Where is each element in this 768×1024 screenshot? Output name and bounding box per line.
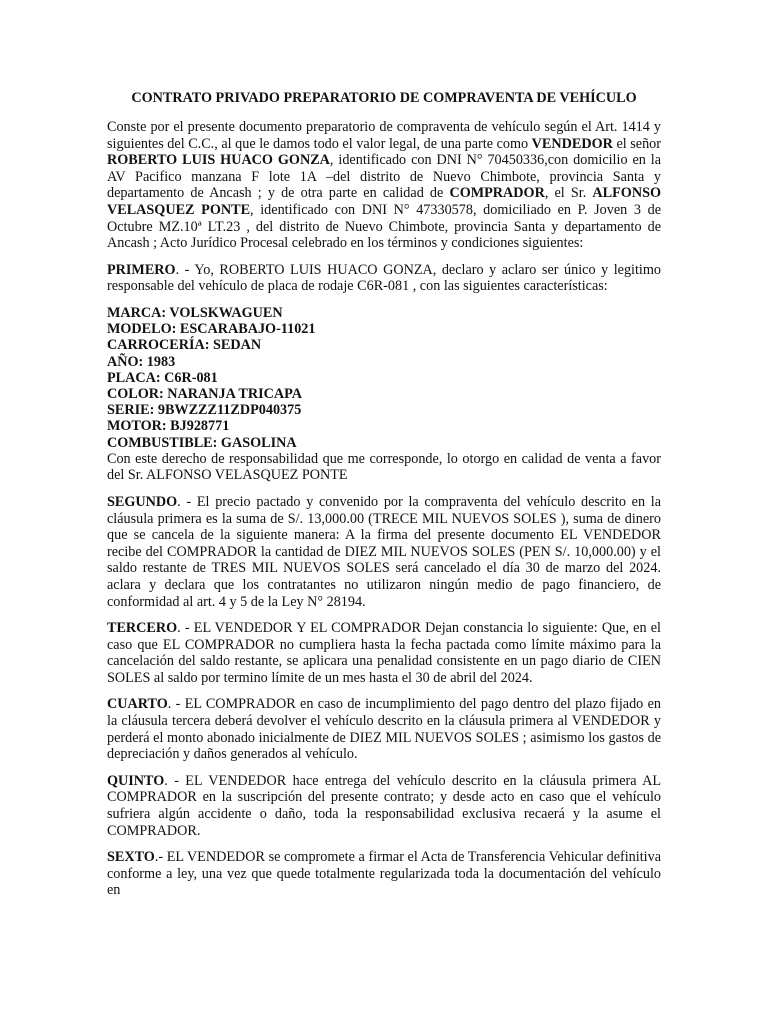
clause-label: CUARTO — [107, 696, 168, 713]
intro-paragraph: Conste por el presente documento preparatorio de compraventa de vehículo según el Art. 1414 y siguientes del C.C., al que le damos todo el valor legal, de una parte como VENDEDOR el señor ROBERTO LUIS HUACO GONZA, identificado con DNI N° 70450336,con domicilio en la AV Pacifico manzana F lote 1A –del distrito de Nuevo Chimbote, provincia Santa y departamento de Ancash ; y de otra parte en calidad de COMPRADOR, el Sr. ALFONSO VELASQUEZ PONTE, identificado con DNI N° 47330578, domiciliado en P. Joven 3 de Octubre MZ.10ª LT.23 , del distrito de Nuevo Chimbote, provincia Santa y departamento de Ancash ; Acto Jurídico Procesal celebrado en los términos y condiciones siguientes: — [107, 119, 662, 252]
spec-combustible: COMBUSTIBLE: GASOLINA — [107, 434, 297, 451]
clause-primero: PRIMERO. - Yo, ROBERTO LUIS HUACO GONZA, declaro y aclaro ser único y legitimo responsable del vehículo de placa de rodaje C6R-081 , con las siguientes características: — [107, 261, 661, 295]
clause-label: PRIMERO — [107, 261, 176, 278]
spec-carroceria: CARROCERÍA: SEDAN — [107, 337, 262, 354]
document-title: CONTRATO PRIVADO PREPARATORIO DE COMPRAVENTA DE VEHÍCULO — [131, 90, 637, 106]
spec-marca: MARCA: VOLSKWAGUEN — [107, 304, 283, 321]
spec-modelo: MODELO: ESCARABAJO-11021 — [107, 321, 316, 338]
comprador-label: COMPRADOR — [449, 185, 545, 202]
spec-color: COLOR: NARANJA TRICAPA — [107, 385, 302, 402]
clause-label: SEGUNDO — [107, 493, 178, 510]
spec-anio: AÑO: 1983 — [107, 353, 176, 370]
clause-segundo: SEGUNDO. - El precio pactado y convenido por la compraventa del vehículo descrito en la cláusula primera es la suma de S/. 13,000.00 (TRECE MIL NUEVOS SOLES ), suma de dinero que se cancela de la siguiente manera: A la firma del presente documento EL VENDEDOR recibe del COMPRADOR la cantidad de DIEZ MIL NUEVOS SOLES (PEN S/. 10,000.00) y el saldo restante de TRES MIL NUEVOS SOLES será cancelado el día 30 de marzo del 2024. aclara y declara que los contratantes no utilizaron ningún medio de pago financiero, de conformidad al art. 4 y 5 de la Ley N° 28194. — [107, 493, 661, 610]
vehicle-specs — [107, 305, 661, 451]
spec-motor: MOTOR: BJ928771 — [107, 418, 230, 435]
buyer-name: ALFONSO VELASQUEZ PONTE — [107, 185, 661, 218]
clause-quinto: QUINTO. - EL VENDEDOR hace entrega del vehículo descrito en la cláusula primera AL COMPRADOR en la suscripción del presente contrato; y desde acto en caso que el vehículo sufriera algún accidente o daño, toda la responsabilidad exclusiva recaerá y la asume el COMPRADOR. — [107, 772, 661, 839]
clause-label: SEXTO — [107, 849, 155, 866]
clause-label: QUINTO — [107, 772, 165, 789]
seller-name: ROBERTO LUIS HUACO GONZA — [107, 152, 330, 169]
spec-placa: PLACA: C6R-081 — [107, 369, 218, 386]
clause-tercero: TERCERO. - EL VENDEDOR Y EL COMPRADOR Dejan constancia lo siguiente: Que, en el caso que EL COMPRADOR no cumpliera hasta la fecha pactada como límite máximo para la cancelación del saldo restante, se aplicara una penalidad consistente en un pago diario de CIEN SOLES al saldo por termino límite de un mes hasta el 30 de abril del 2024. — [107, 620, 661, 686]
sale-statement: Con este derecho de responsabilidad que me corresponde, lo otorgo en calidad de venta a favor del Sr. ALFONSO VELASQUEZ PONTE — [107, 450, 661, 484]
clause-label: TERCERO — [107, 620, 178, 637]
clause-sexto: SEXTO.- EL VENDEDOR se compromete a firmar el Acta de Transferencia Vehicular definitiva conforme a ley, una vez que quede totalmente regularizada toda la documentación del vehículo en — [107, 849, 661, 899]
clause-cuarto: CUARTO. - EL COMPRADOR en caso de incumplimiento del pago dentro del plazo fijado en la cláusula tercera deberá devolver el vehículo descrito en la cláusula primera al VENDEDOR y perderá el monto abonado inicialmente de DIEZ MIL NUEVOS SOLES ; asimismo los gastos de depreciación y daños generados al vehículo. — [107, 696, 661, 763]
spec-serie: SERIE: 9BWZZZ11ZDP040375 — [107, 402, 302, 419]
vendedor-label: VENDEDOR — [531, 135, 613, 152]
